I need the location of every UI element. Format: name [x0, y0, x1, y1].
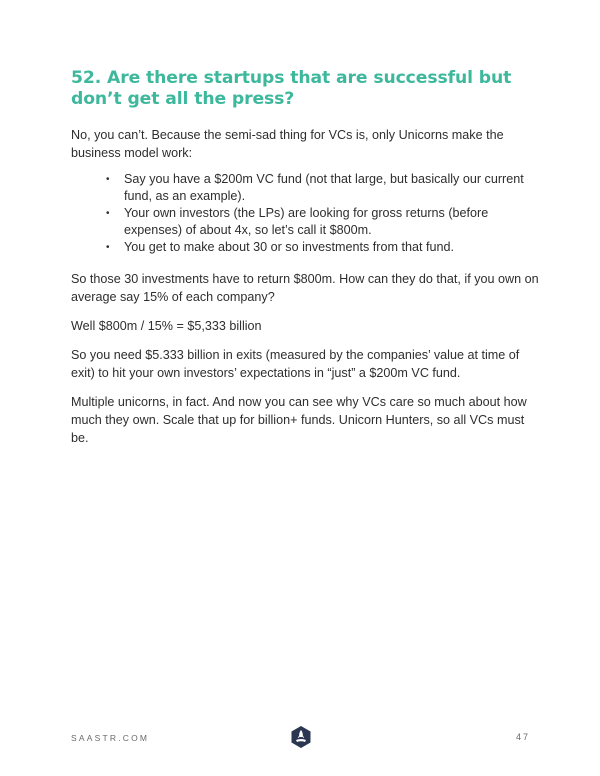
bullet-item [106, 171, 526, 205]
paragraph-intro: No, you can’t. Because the semi-sad thing for VCs is, only Unicorns make the business model work: [71, 128, 504, 160]
bullet-list [106, 171, 526, 256]
page-number: 47 [515, 732, 530, 742]
paragraph-exits: So you need $5.333 billion in exits (measured by the companies’ value at time of exit) to hit your own investors’ expectations in “just” a $200m VC fund. [71, 348, 520, 380]
paragraph-investments: So those 30 investments have to return $800m. How can they do that, if you own on average say 15% of each company? [71, 272, 539, 304]
bullet-text: You get to make about 30 or so investments from that fund. [124, 240, 454, 254]
bullet-item [106, 205, 526, 239]
paragraph-conclusion: Multiple unicorns, in fact. And now you can see why VCs care so much about how much they own. Scale that up for billion+ funds. Unicorn Hunters, so all VCs must be. [71, 395, 527, 445]
section-title: 52. Are there startups that are successful but don’t get all the press? [71, 68, 512, 109]
bullet-icon: • [106, 174, 110, 185]
bullet-icon: • [106, 208, 110, 219]
bullet-text: Your own investors (the LPs) are looking for gross returns (before expenses) of about 4x, so let’s call it $800m. [124, 206, 489, 237]
bullet-text: Say you have a $200m VC fund (not that large, but basically our current fund, as an example). [124, 172, 524, 203]
bullet-item [106, 239, 526, 256]
paragraph-calculation: Well $800m / 15% = $5,333 billion [71, 319, 262, 333]
footer-site-name: SAASTR.COM [71, 733, 150, 743]
bullet-icon: • [106, 242, 110, 253]
saastr-rocket-hexagon-icon [291, 726, 311, 748]
